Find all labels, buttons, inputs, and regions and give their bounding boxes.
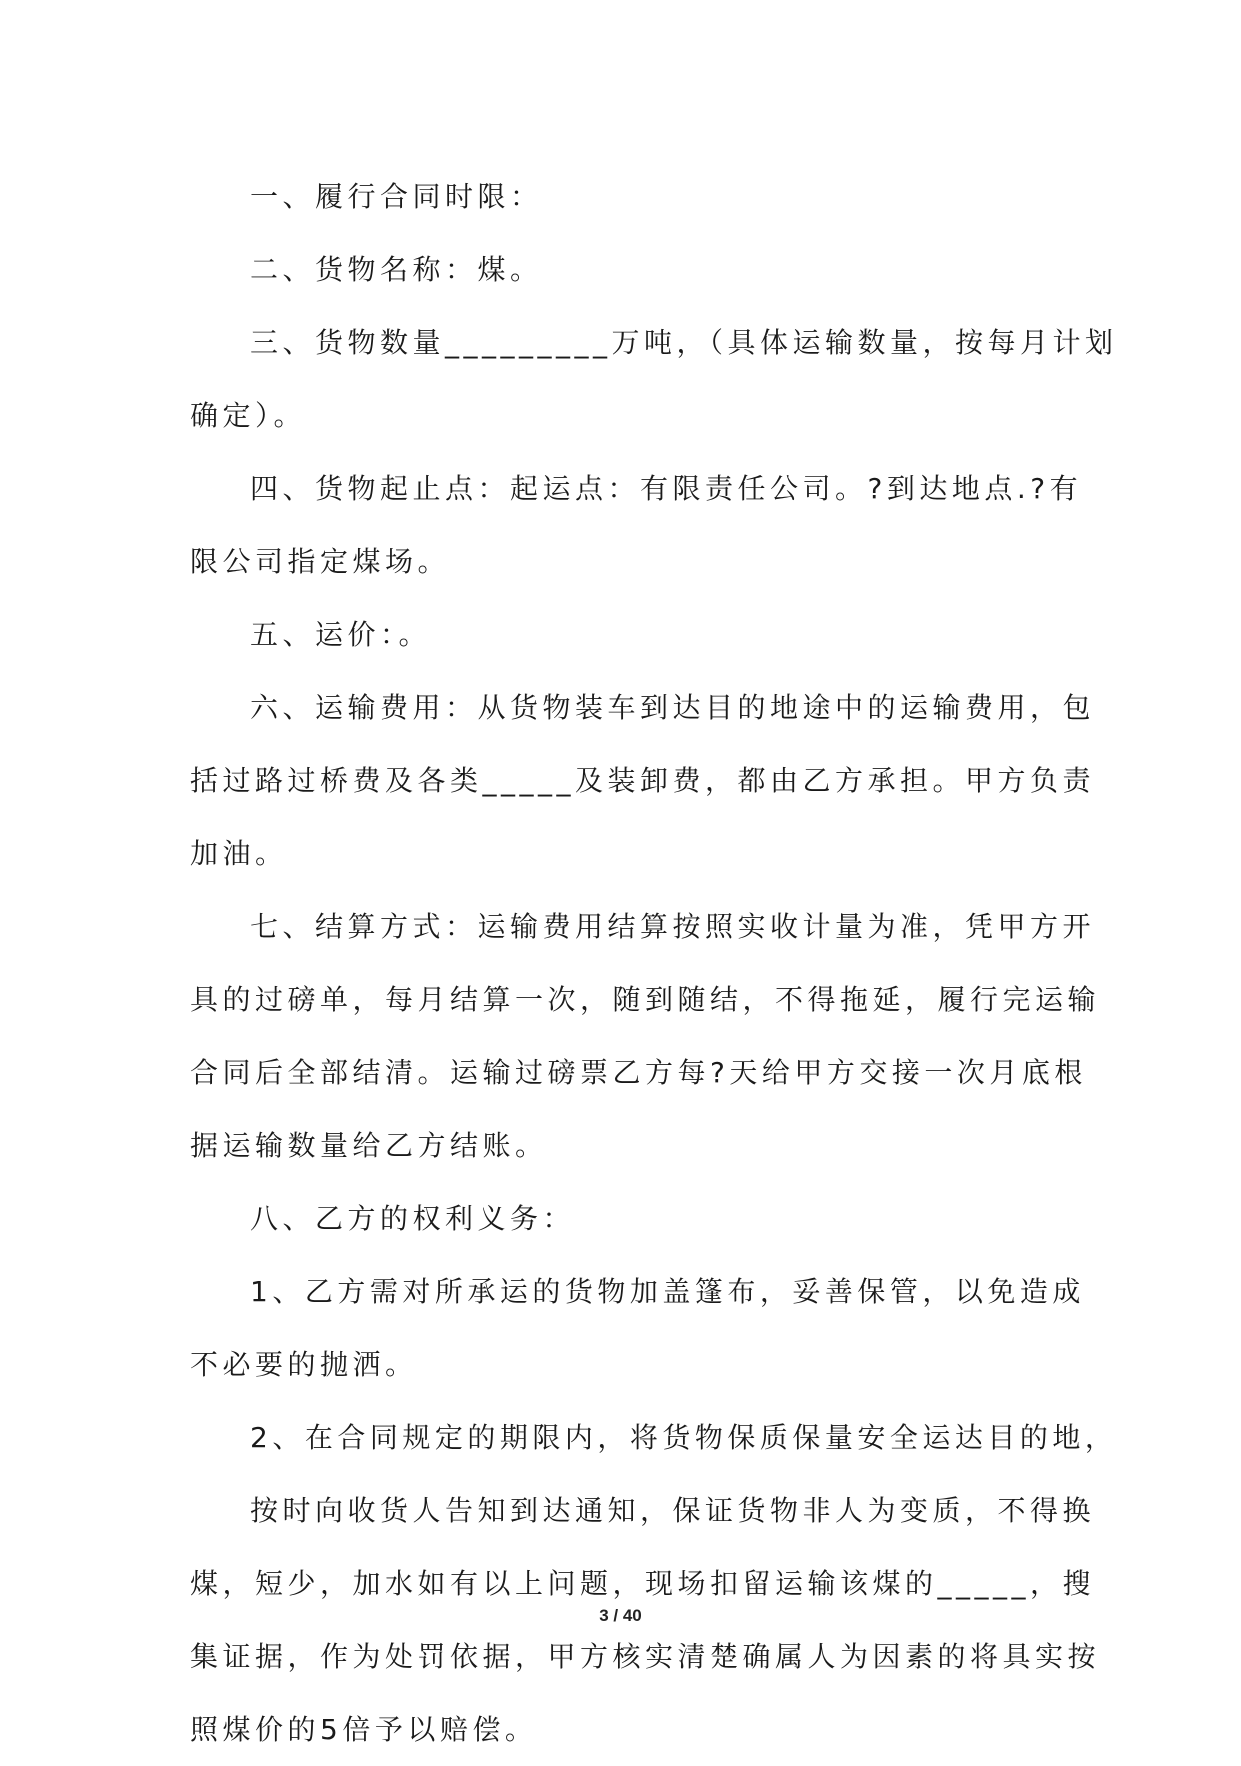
subclause-2-line-2: 按时向收货人告知到达通知，保证货物非人为变质，不得换	[250, 1494, 1096, 1527]
subclause-2-line-3: 煤，短少，加水如有以上问题，现场扣留运输该煤的_____，搜	[190, 1567, 1096, 1600]
subclause-2-line-4: 集证据，作为处罚依据，甲方核实清楚确属人为因素的将具实按	[190, 1640, 1101, 1673]
clause-3-line-1: 三、货物数量_________万吨，（具体运输数量，按每月计划	[250, 326, 1118, 359]
clause-7-line-1: 七、结算方式：运输费用结算按照实收计量为准，凭甲方开	[250, 910, 1096, 943]
subclause-1-line-1: 1、乙方需对所承运的货物加盖篷布，妥善保管，以免造成	[250, 1275, 1085, 1308]
clause-7-line-4: 据运输数量给乙方结账。	[190, 1129, 548, 1162]
clause-6-line-3: 加油。	[190, 837, 288, 870]
clause-6-line-2: 括过路过桥费及各类_____及装卸费，都由乙方承担。甲方负责	[190, 764, 1096, 797]
clause-7-line-2: 具的过磅单，每月结算一次，随到随结，不得拖延，履行完运输	[190, 983, 1101, 1016]
clause-7-line-3: 合同后全部结清。运输过磅票乙方每?天给甲方交接一次月底根	[190, 1056, 1087, 1089]
clause-1-line: 一、履行合同时限：	[250, 180, 543, 213]
clause-4-line-1: 四、货物起止点：起运点：有限责任公司。?到达地点.?有	[250, 472, 1083, 505]
clause-8-line: 八、乙方的权利义务：	[250, 1202, 576, 1235]
document-body	[190, 160, 1118, 1766]
page-number: 3 / 40	[599, 1606, 642, 1625]
clause-6-line-1: 六、运输费用：从货物装车到达目的地途中的运输费用，包	[250, 691, 1096, 724]
clause-4-line-2: 限公司指定煤场。	[190, 545, 451, 578]
clause-3-line-2: 确定）。	[190, 399, 307, 432]
subclause-2-line-1: 2、在合同规定的期限内，将货物保质保量安全运达目的地，	[250, 1421, 1118, 1454]
clause-2-line: 二、货物名称：煤。	[250, 253, 543, 286]
subclause-2-line-5: 照煤价的5倍予以赔偿。	[190, 1713, 538, 1746]
subclause-1-line-2: 不必要的抛洒。	[190, 1348, 418, 1381]
clause-5-line: 五、运价：。	[250, 618, 432, 651]
